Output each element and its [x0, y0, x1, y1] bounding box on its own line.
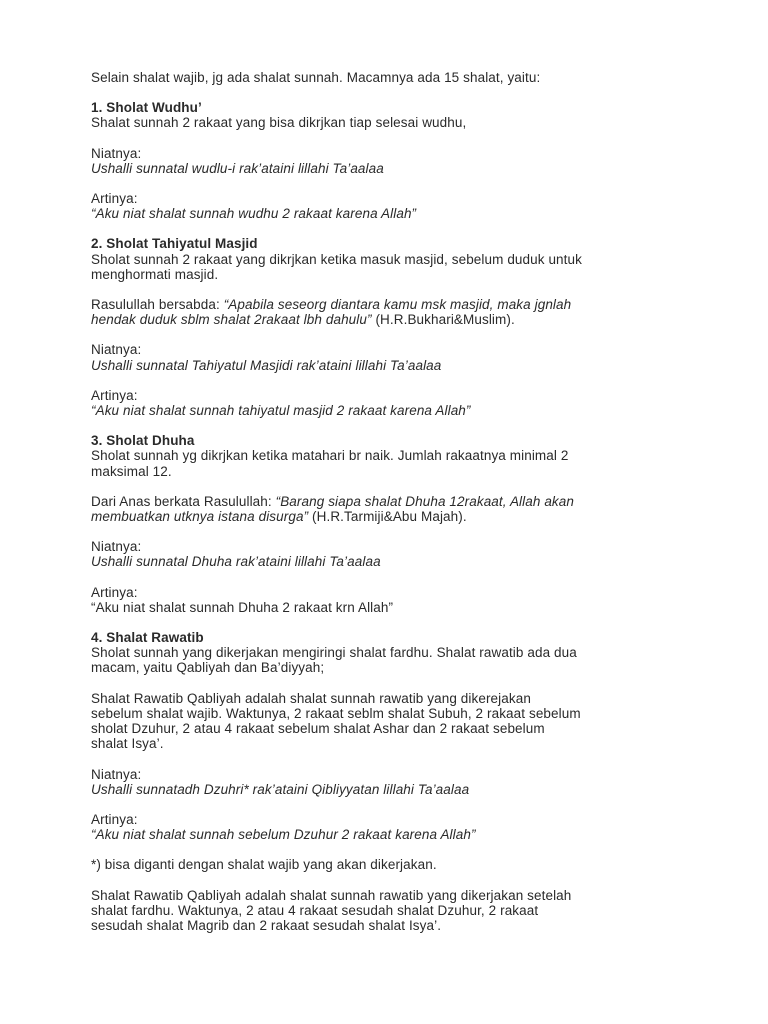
- arti-text: “Aku niat shalat sunnah Dhuha 2 rakaat krn Allah”: [91, 599, 394, 615]
- section-description: macam, yaitu Qabliyah dan Ba’diyyah;: [91, 660, 325, 676]
- section-description: Shalat sunnah 2 rakaat yang bisa dikrjkan tiap selesai wudhu,: [91, 115, 467, 131]
- niat-block: [91, 342, 691, 372]
- hadith-prefix: Rasulullah bersabda:: [91, 297, 224, 313]
- niat-text: Ushalli sunnatal wudlu-i rak’ataini lillahi Ta’aalaa: [91, 160, 384, 176]
- arti-text: “Aku niat shalat sunnah wudhu 2 rakaat karena Allah”: [91, 206, 417, 222]
- niat-text: Ushalli sunnatal Dhuha rak’ataini lillahi Ta’aalaa: [91, 554, 381, 570]
- arti-block: [91, 191, 691, 221]
- hadith-quote: “Barang siapa shalat Dhuha 12rakaat, Allah akan: [275, 493, 574, 509]
- paragraph-line: Shalat Rawatib Qabliyah adalah shalat sunnah rawatib yang dikerjakan setelah: [91, 887, 572, 903]
- footnote: [91, 857, 691, 872]
- intro-text: Selain shalat wajib, jg ada shalat sunnah. Macamnya ada 15 shalat, yaitu:: [91, 70, 541, 85]
- niat-block: [91, 767, 691, 797]
- section-description: Sholat sunnah yg dikrjkan ketika matahari br naik. Jumlah rakaatnya minimal 2: [91, 448, 569, 464]
- hadith-quote: membuatkan utknya istana disurga”: [91, 509, 309, 525]
- footnote-text: *) bisa diganti dengan shalat wajib yang akan dikerjakan.: [91, 857, 437, 873]
- section-description: Sholat sunnah 2 rakaat yang dikrjkan ketika masuk masjid, sebelum duduk untuk: [91, 251, 582, 267]
- arti-text: “Aku niat shalat sunnah tahiyatul masjid 2 rakaat karena Allah”: [91, 403, 471, 419]
- section-dhuha: [91, 433, 691, 479]
- arti-label: Artinya:: [91, 191, 138, 207]
- hadith-line: [91, 312, 691, 327]
- intro-paragraph: [91, 70, 691, 85]
- arti-label: Artinya:: [91, 584, 138, 600]
- section-wudhu: [91, 100, 691, 130]
- niat-label: Niatnya:: [91, 342, 142, 358]
- niat-text: Ushalli sunnatadh Dzuhri* rak’ataini Qibliyyatan lillahi Ta’aalaa: [91, 781, 470, 797]
- paragraph-line: Shalat Rawatib Qabliyah adalah shalat sunnah rawatib yang dikerejakan: [91, 690, 531, 706]
- section-heading: 4. Shalat Rawatib: [91, 630, 204, 646]
- section-description: Sholat sunnah yang dikerjakan mengiringi shalat fardhu. Shalat rawatib ada dua: [91, 645, 577, 661]
- arti-text: “Aku niat shalat sunnah sebelum Dzuhur 2 rakaat karena Allah”: [91, 827, 476, 843]
- niat-label: Niatnya:: [91, 145, 142, 161]
- paragraph-line: shalat Isya’.: [91, 736, 164, 752]
- arti-label: Artinya:: [91, 387, 138, 403]
- niat-label: Niatnya:: [91, 766, 142, 782]
- arti-block: [91, 812, 691, 842]
- arti-block: [91, 388, 691, 418]
- hadith-line: [91, 494, 691, 509]
- document-page: [91, 70, 691, 948]
- hadith-paragraph: [91, 494, 691, 524]
- hadith-quote: hendak duduk sblm shalat 2rakaat lbh dahulu”: [91, 312, 372, 328]
- section-rawatib: [91, 630, 691, 676]
- niat-text: Ushalli sunnatal Tahiyatul Masjidi rak’ataini lillahi Ta’aalaa: [91, 357, 442, 373]
- section-tahiyatul-masjid: [91, 236, 691, 282]
- niat-block: [91, 539, 691, 569]
- hadith-source: (H.R.Tarmiji&Abu Majah).: [308, 509, 467, 525]
- section-heading: 3. Sholat Dhuha: [91, 433, 195, 449]
- niat-label: Niatnya:: [91, 539, 142, 555]
- hadith-quote: “Apabila seseorg diantara kamu msk masjid, maka jgnlah: [223, 297, 572, 313]
- arti-block: [91, 585, 691, 615]
- paragraph-line: sesudah shalat Magrib dan 2 rakaat sesudah shalat Isya’.: [91, 917, 442, 933]
- paragraph-line: shalat fardhu. Waktunya, 2 atau 4 rakaat sesudah shalat Dzuhur, 2 rakaat: [91, 902, 539, 918]
- hadith-source: (H.R.Bukhari&Muslim).: [371, 312, 515, 328]
- hadith-paragraph: [91, 297, 691, 327]
- paragraph-line: sholat Dzuhur, 2 atau 4 rakaat sebelum shalat Ashar dan 2 rakaat sebelum: [91, 721, 545, 737]
- niat-block: [91, 146, 691, 176]
- hadith-prefix: Dari Anas berkata Rasulullah:: [91, 493, 276, 509]
- hadith-line: [91, 297, 691, 312]
- qabliyah-paragraph: [91, 691, 691, 752]
- paragraph-line: sebelum shalat wajib. Waktunya, 2 rakaat seblm shalat Subuh, 2 rakaat sebelum: [91, 705, 581, 721]
- arti-label: Artinya:: [91, 811, 138, 827]
- section-heading: 1. Sholat Wudhu’: [91, 100, 202, 116]
- badiyyah-paragraph: [91, 888, 691, 934]
- section-description: menghormati masjid.: [91, 266, 219, 282]
- section-description: maksimal 12.: [91, 463, 172, 479]
- hadith-line: [91, 509, 691, 524]
- section-heading: 2. Sholat Tahiyatul Masjid: [91, 236, 258, 252]
